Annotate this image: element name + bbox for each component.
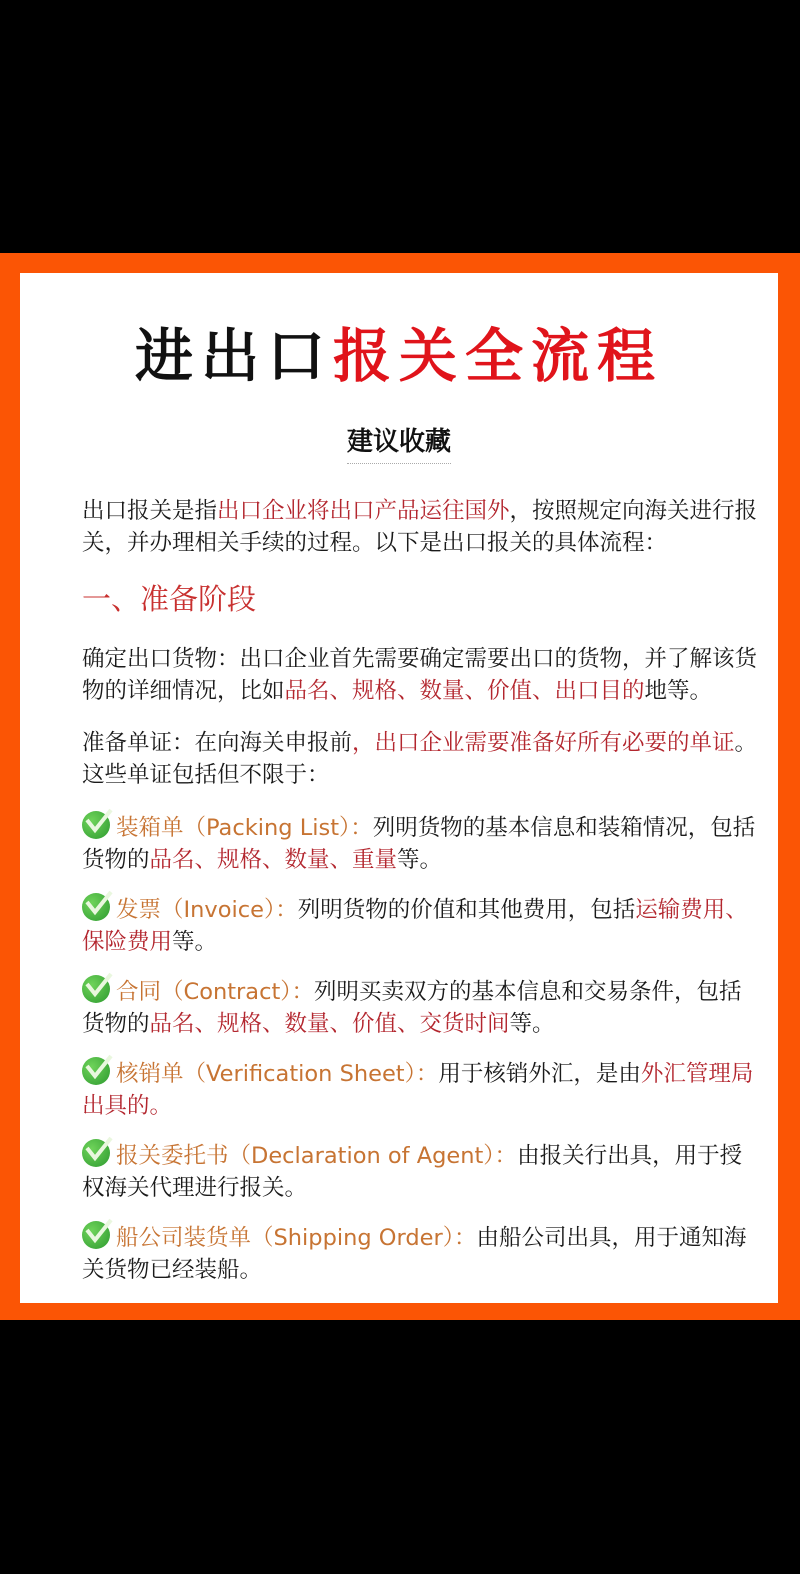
document-item: 发票（Invoice）：列明货物的价值和其他费用，包括运输费用、保险费用等。 [82, 893, 762, 958]
document-item: 船公司装货单（Shipping Order）：由船公司出具，用于通知海关货物已经装船。 [82, 1221, 762, 1286]
confirm-goods-paragraph: 确定出口货物：出口企业首先需要确定需要出口的货物，并了解该货物的详细情况，比如品名、规格、数量、价值、出口目的地等。 [82, 646, 758, 704]
document-item: 报关委托书（Declaration of Agent）：由报关行出具，用于授权海关代理进行报关。 [82, 1139, 762, 1204]
document-item: 合同（Contract）：列明买卖双方的基本信息和交易条件，包括货物的品名、规格、数量、价值、交货时间等。 [82, 975, 762, 1040]
intro-paragraph: 出口报关是指出口企业将出口产品运往国外，按照规定向海关进行报关，并办理相关手续的过程。以下是出口报关的具体流程： [82, 498, 758, 556]
check-icon [82, 811, 110, 839]
check-icon [82, 975, 110, 1003]
section-heading: 一、准备阶段 [82, 582, 257, 616]
check-icon [82, 1221, 110, 1249]
poster-card [20, 273, 778, 1303]
title-red: 报关全流程 [333, 322, 664, 390]
document-item: 装箱单（Packing List）：列明货物的基本信息和装箱情况，包括货物的品名、规格、数量、重量等。 [82, 811, 762, 876]
check-icon [82, 1057, 110, 1085]
page-title [20, 321, 778, 391]
title-black: 进出口 [134, 322, 333, 390]
orange-frame [0, 253, 800, 1320]
check-icon [82, 1139, 110, 1167]
subtitle: 建议收藏 [20, 421, 778, 458]
document-item: 核销单（Verification Sheet）：用于核销外汇，是由外汇管理局出具的。 [82, 1057, 762, 1122]
prepare-docs-paragraph: 准备单证：在向海关申报前，出口企业需要准备好所有必要的单证。这些单证包括但不限于： [82, 730, 758, 788]
check-icon [82, 893, 110, 921]
content-body [82, 495, 762, 1303]
